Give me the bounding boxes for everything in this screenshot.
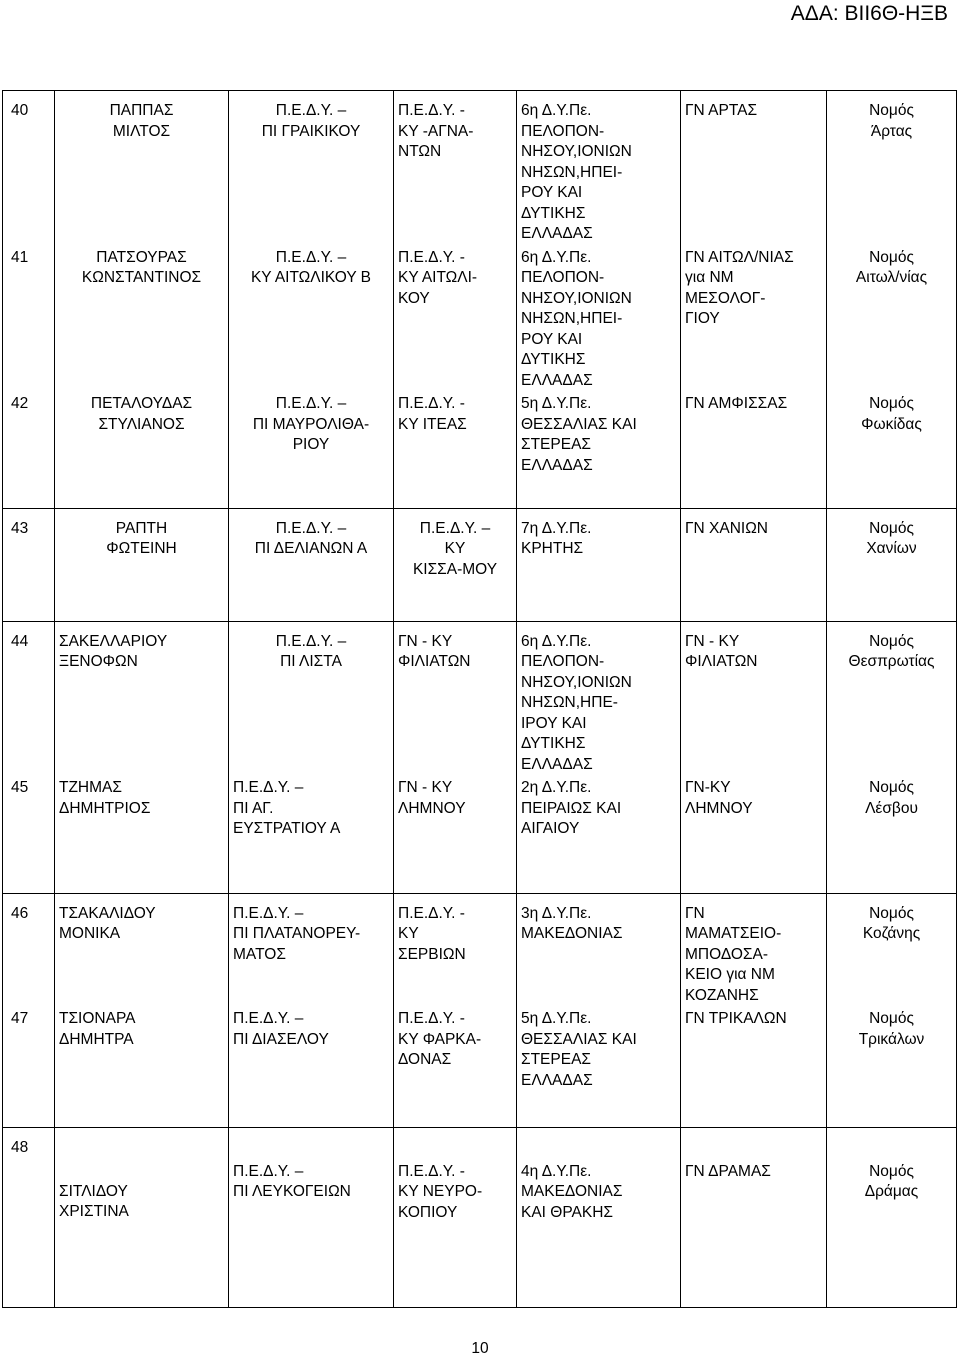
table-row — [3, 1127, 957, 1307]
table-row — [3, 91, 957, 245]
hospital: ΓΝ ΧΑΝΙΩΝ — [681, 508, 827, 621]
person-name-text: ΣΙΤΛΙΔΟΥ ΧΡΙΣΤΙΝΑ — [59, 1182, 129, 1220]
prefecture — [827, 1127, 957, 1307]
person-name: ΡΑΠΤΗ ΦΩΤΕΙΝΗ — [55, 508, 229, 621]
origin-unit: Π.Ε.Δ.Υ. – ΠΙ ΠΛΑΤΑΝΟΡΕΥ- ΜΑΤΟΣ — [229, 893, 394, 1006]
row-number: 42 — [3, 391, 55, 508]
prefecture: Νομός Αιτωλ/νίας — [827, 245, 957, 392]
origin-unit-text: Π.Ε.Δ.Υ. – ΠΙ ΛΕΥΚΟΓΕΙΩΝ — [233, 1162, 351, 1200]
prefecture: Νομός Χανίων — [827, 508, 957, 621]
origin-unit: Π.Ε.Δ.Υ. – ΚΥ ΑΙΤΩΛΙΚΟΥ Β — [229, 245, 394, 392]
row-number: 40 — [3, 91, 55, 245]
person-name: ΠΕΤΑΛΟΥΔΑΣ ΣΤΥΛΙΑΝΟΣ — [55, 391, 229, 508]
row-number: 45 — [3, 775, 55, 893]
origin-unit: Π.Ε.Δ.Υ. – ΠΙ ΔΙΑΣΕΛΟΥ — [229, 1006, 394, 1127]
table-row — [3, 775, 957, 893]
target-unit: Π.Ε.Δ.Υ. - ΚΥ -ΑΓΝΑ- ΝΤΩΝ — [394, 91, 517, 245]
target-unit: Π.Ε.Δ.Υ. - ΚΥ ΦΑΡΚΑ- ΔΟΝΑΣ — [394, 1006, 517, 1127]
row-number: 47 — [3, 1006, 55, 1127]
prefecture: Νομός Κοζάνης — [827, 893, 957, 1006]
origin-unit: Π.Ε.Δ.Υ. – ΠΙ ΔΕΛΙΑΝΩΝ Α — [229, 508, 394, 621]
target-unit-text: Π.Ε.Δ.Υ. - ΚΥ ΝΕΥΡΟ- ΚΟΠΙΟΥ — [398, 1162, 483, 1221]
person-name: ΠΑΠΠΑΣ ΜΙΛΤΟΣ — [55, 91, 229, 245]
row-number: 44 — [3, 621, 55, 775]
row-number: 43 — [3, 508, 55, 621]
health-region — [517, 1127, 681, 1307]
person-name: ΤΖΗΜΑΣ ΔΗΜΗΤΡΙΟΣ — [55, 775, 229, 893]
table-row — [3, 1006, 957, 1127]
row-number: 46 — [3, 893, 55, 1006]
person-name: ΤΣΑΚΑΛΙΔΟΥ ΜΟΝΙΚΑ — [55, 893, 229, 1006]
origin-unit: Π.Ε.Δ.Υ. – ΠΙ ΓΡΑΙΚΙΚΟΥ — [229, 91, 394, 245]
hospital: ΓΝ ΤΡΙΚΑΛΩΝ — [681, 1006, 827, 1127]
hospital: ΓΝ - ΚΥ ΦΙΛΙΑΤΩΝ — [681, 621, 827, 775]
prefecture: Νομός Λέσβου — [827, 775, 957, 893]
person-name: ΠΑΤΣΟΥΡΑΣ ΚΩΝΣΤΑΝΤΙΝΟΣ — [55, 245, 229, 392]
target-unit: Π.Ε.Δ.Υ. - ΚΥ ΙΤΕΑΣ — [394, 391, 517, 508]
target-unit: ΓΝ - ΚΥ ΦΙΛΙΑΤΩΝ — [394, 621, 517, 775]
hospital: ΓΝ ΜΑΜΑΤΣΕΙΟ- ΜΠΟΔΟΣΑ- ΚΕΙΟ για ΝΜ ΚΟΖΑΝΗΣ — [681, 893, 827, 1006]
target-unit: ΓΝ - ΚΥ ΛΗΜΝΟΥ — [394, 775, 517, 893]
hospital: ΓΝ ΑΜΦΙΣΣΑΣ — [681, 391, 827, 508]
hospital-text: ΓΝ ΔΡΑΜΑΣ — [685, 1162, 771, 1180]
table-row — [3, 893, 957, 1006]
table-row — [3, 621, 957, 775]
person-name — [55, 1127, 229, 1307]
prefecture: Νομός Θεσπρωτίας — [827, 621, 957, 775]
origin-unit — [229, 1127, 394, 1307]
prefecture: Νομός Άρτας — [827, 91, 957, 245]
hospital — [681, 1127, 827, 1307]
hospital: ΓΝ ΑΡΤΑΣ — [681, 91, 827, 245]
health-region: 5η Δ.Υ.Πε. ΘΕΣΣΑΛΙΑΣ ΚΑΙ ΣΤΕΡΕΑΣ ΕΛΛΑΔΑΣ — [517, 391, 681, 508]
person-name: ΣΑΚΕΛΛΑΡΙΟΥ ΞΕΝΟΦΩΝ — [55, 621, 229, 775]
health-region: 6η Δ.Υ.Πε. ΠΕΛΟΠΟΝ- ΝΗΣΟΥ,ΙΟΝΙΩΝ ΝΗΣΩΝ,ΗΠΕΙ- ΡΟΥ ΚΑΙ ΔΥΤΙΚΗΣ ΕΛΛΑΔΑΣ — [517, 245, 681, 392]
target-unit — [394, 1127, 517, 1307]
row-number: 48 — [3, 1127, 55, 1307]
prefecture: Νομός Φωκίδας — [827, 391, 957, 508]
table-row — [3, 245, 957, 392]
target-unit: Π.Ε.Δ.Υ. - ΚΥ ΣΕΡΒΙΩΝ — [394, 893, 517, 1006]
health-region: 3η Δ.Υ.Πε. ΜΑΚΕΔΟΝΙΑΣ — [517, 893, 681, 1006]
health-region-text: 4η Δ.Υ.Πε. ΜΑΚΕΔΟΝΙΑΣ ΚΑΙ ΘΡΑΚΗΣ — [521, 1162, 623, 1221]
origin-unit: Π.Ε.Δ.Υ. – ΠΙ ΛΙΣΤΑ — [229, 621, 394, 775]
hospital: ΓΝ ΑΙΤΩΛ/ΝΙΑΣ για ΝΜ ΜΕΣΟΛΟΓ- ΓΙΟΥ — [681, 245, 827, 392]
origin-unit: Π.Ε.Δ.Υ. – ΠΙ ΜΑΥΡΟΛΙΘΑ- ΡΙΟΥ — [229, 391, 394, 508]
ada-code: ΑΔΑ: ΒΙΙ6Θ-ΗΞΒ — [790, 2, 948, 25]
health-region: 2η Δ.Υ.Πε. ΠΕΙΡΑΙΩΣ ΚΑΙ ΑΙΓΑΙΟΥ — [517, 775, 681, 893]
table-row — [3, 508, 957, 621]
prefecture: Νομός Τρικάλων — [827, 1006, 957, 1127]
health-region: 7η Δ.Υ.Πε. ΚΡΗΤΗΣ — [517, 508, 681, 621]
page-number: 10 — [471, 1340, 489, 1357]
health-region: 5η Δ.Υ.Πε. ΘΕΣΣΑΛΙΑΣ ΚΑΙ ΣΤΕΡΕΑΣ ΕΛΛΑΔΑΣ — [517, 1006, 681, 1127]
row-number: 41 — [3, 245, 55, 392]
health-region: 6η Δ.Υ.Πε. ΠΕΛΟΠΟΝ- ΝΗΣΟΥ,ΙΟΝΙΩΝ ΝΗΣΩΝ,ΗΠΕΙ- ΡΟΥ ΚΑΙ ΔΥΤΙΚΗΣ ΕΛΛΑΔΑΣ — [517, 91, 681, 245]
target-unit: Π.Ε.Δ.Υ. - ΚΥ ΑΙΤΩΛΙ- ΚΟΥ — [394, 245, 517, 392]
hospital: ΓΝ-ΚΥ ΛΗΜΝΟΥ — [681, 775, 827, 893]
table-row — [3, 391, 957, 508]
health-region: 6η Δ.Υ.Πε. ΠΕΛΟΠΟΝ- ΝΗΣΟΥ,ΙΟΝΙΩΝ ΝΗΣΩΝ,ΗΠΕ- ΙΡΟΥ ΚΑΙ ΔΥΤΙΚΗΣ ΕΛΛΑΔΑΣ — [517, 621, 681, 775]
assignments-table — [2, 90, 957, 1308]
person-name: ΤΣΙΟΝΑΡΑ ΔΗΜΗΤΡΑ — [55, 1006, 229, 1127]
origin-unit: Π.Ε.Δ.Υ. – ΠΙ ΑΓ. ΕΥΣΤΡΑΤΙΟΥ Α — [229, 775, 394, 893]
prefecture-text: Νομός Δράμας — [864, 1162, 919, 1200]
target-unit: Π.Ε.Δ.Υ. – ΚΥ ΚΙΣΣΑ-ΜΟΥ — [394, 508, 517, 621]
